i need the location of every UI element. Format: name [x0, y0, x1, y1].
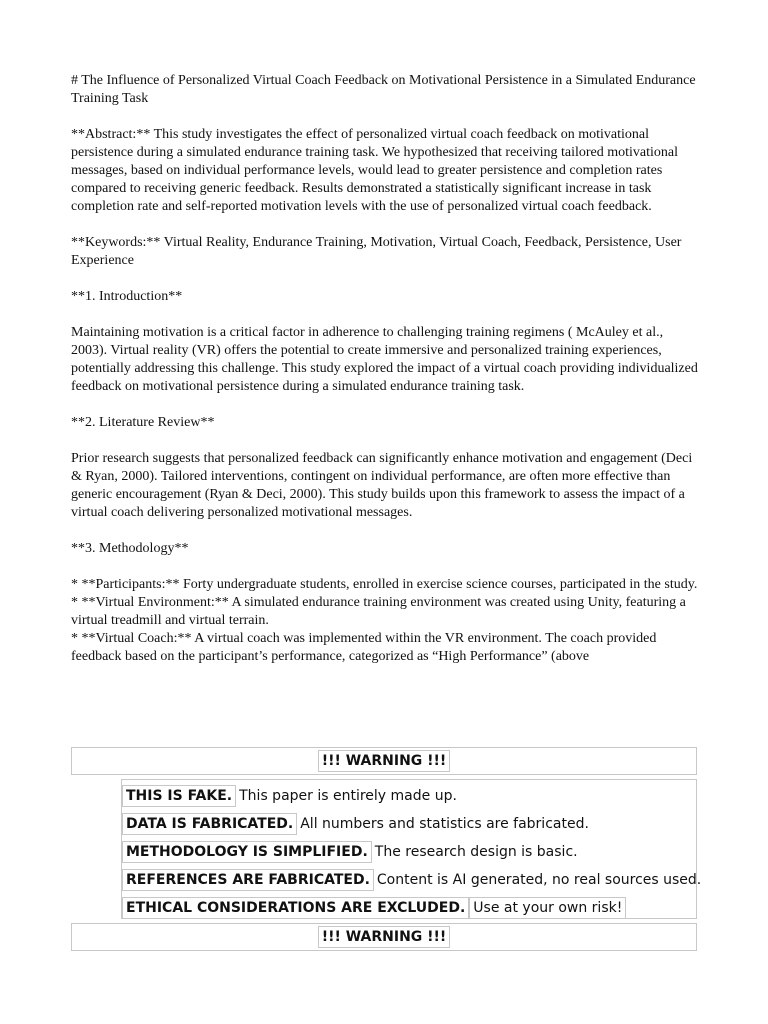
methodology-bullet-coach: * **Virtual Coach:** A virtual coach was implemented within the VR environment. The coach provided feedback based on the participant’s performance, categorized as “High Performance” (above [71, 631, 657, 664]
paper-title: # The Influence of Personalized Virtual Coach Feedback on Motivational Persistence in a Simulated Endurance Training Task [71, 73, 696, 106]
methodology-bullet-environment: * **Virtual Environment:** A simulated endurance training environment was created using Unity, featuring a virtual treadmill and virtual terrain. [71, 595, 686, 628]
abstract: **Abstract:** This study investigates the effect of personalized virtual coach feedback on motivational persistence during a simulated endurance training task. We hypothesized that receiving tailored motivational messages, based on individual performance levels, would lead to greater persistence and completion rates compared to receiving generic feedback. Results demonstrated a statistically significant increase in task completion rate and self-reported motivation levels with the use of personalized virtual coach feedback. [71, 127, 679, 214]
section-heading-methodology: **3. Methodology** [71, 541, 189, 556]
keywords: **Keywords:** Virtual Reality, Endurance Training, Motivation, Virtual Coach, Feedback, Persistence, User Experience [71, 235, 682, 268]
warning-banner-bottom [71, 923, 697, 951]
warning-note-lead: METHODOLOGY IS SIMPLIFIED. [122, 841, 372, 863]
warning-note-lead: REFERENCES ARE FABRICATED. [122, 869, 374, 891]
literature-review-text: Prior research suggests that personalized feedback can significantly enhance motivation and engagement (Deci & Ryan, 2000). Tailored interventions, contingent on individual performance, are often more effective than generic encouragement (Ryan & Deci, 2000). This study builds upon this framework to assess the impact of a virtual coach delivering personalized motivational messages. [71, 451, 693, 520]
warning-note [122, 782, 696, 810]
paper-body [71, 72, 699, 666]
warning-note [122, 838, 696, 866]
warning-note [122, 866, 702, 894]
warning-note-text: This paper is entirely made up. [239, 788, 457, 804]
warning-note-text: Use at your own risk! [469, 897, 626, 919]
warning-note-lead: THIS IS FAKE. [122, 785, 236, 807]
warning-notes [121, 779, 702, 919]
section-heading-literature-review: **2. Literature Review** [71, 415, 215, 430]
warning-banner-text: !!! WARNING !!! [318, 926, 451, 948]
introduction-text: Maintaining motivation is a critical factor in adherence to challenging training regimens ( McAuley et al., 2003). Virtual reality (VR) offers the potential to create immersive and personalized training experiences, potentially addressing this challenge. This study explored the impact of a virtual coach providing individualized feedback on motivational persistence during a simulated endurance training task. [71, 325, 698, 394]
section-heading-introduction: **1. Introduction** [71, 289, 183, 304]
warning-note-text: Content is AI generated, no real sources used. [376, 872, 702, 888]
warning-note-text: The research design is basic. [374, 844, 578, 860]
methodology-bullet-participants: * **Participants:** Forty undergraduate students, enrolled in exercise science courses, participated in the study. [71, 577, 698, 592]
warning-note [122, 894, 696, 922]
warning-banner-top [71, 747, 697, 775]
warning-note-lead: ETHICAL CONSIDERATIONS ARE EXCLUDED. [122, 897, 469, 919]
warning-note-text: All numbers and statistics are fabricated. [300, 816, 589, 832]
warning-note-lead: DATA IS FABRICATED. [122, 813, 297, 835]
warning-note [122, 810, 696, 838]
warning-banner-text: !!! WARNING !!! [318, 750, 451, 772]
